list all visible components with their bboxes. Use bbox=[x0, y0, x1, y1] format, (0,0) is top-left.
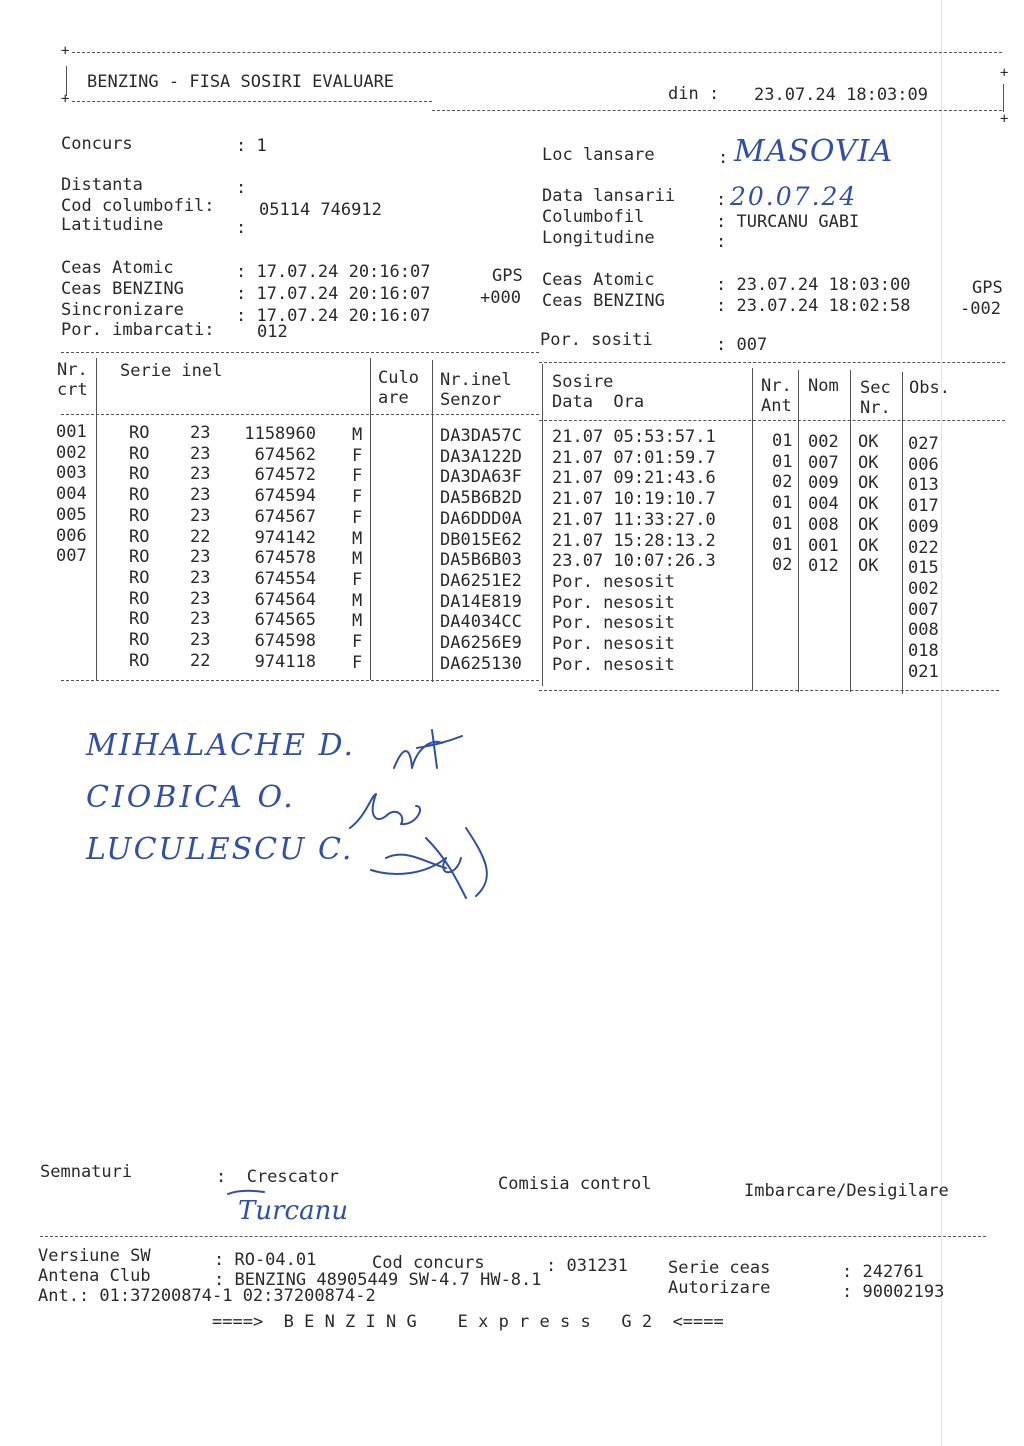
cell-nr-inel: 1158960 bbox=[244, 424, 316, 444]
latitudine-value: : bbox=[236, 218, 247, 238]
corner-mark: + bbox=[1000, 111, 1009, 127]
cell-senzor: DA5B6B2D bbox=[440, 488, 522, 509]
cell-sosire: Por. nesosit bbox=[552, 571, 675, 592]
cell-obs: 022 bbox=[908, 537, 939, 558]
cod-concurs-label: Cod concurs bbox=[372, 1253, 485, 1273]
cell-sex: F bbox=[352, 569, 363, 590]
columbofil-value: : TURCANU GABI bbox=[716, 212, 860, 232]
cell-senzor: DA14E819 bbox=[440, 591, 522, 612]
columbofil-label: Columbofil bbox=[542, 207, 645, 227]
right-clock-extra: GPS bbox=[972, 278, 1003, 298]
cell-obs: 007 bbox=[908, 599, 939, 620]
header-nr-inel-senzor: Nr.inel Senzor bbox=[440, 370, 512, 410]
right-clock-label: Ceas Atomic bbox=[542, 270, 655, 290]
cell-nr-inel: 674594 bbox=[254, 486, 316, 507]
colon: : bbox=[716, 190, 727, 210]
cell-senzor: DA6251E2 bbox=[440, 570, 522, 591]
cell-ant: 01 bbox=[772, 451, 793, 472]
right-clock-value: : 23.07.24 18:02:58 bbox=[716, 296, 911, 316]
left-clock-value: : 17.07.24 20:16:07 bbox=[236, 284, 431, 304]
left-clock-extra: +000 bbox=[480, 288, 521, 308]
distanta-value: : bbox=[236, 178, 247, 198]
longitudine-label: Longitudine bbox=[542, 228, 655, 248]
cell-an: 23 bbox=[190, 588, 211, 609]
cell-tara: RO bbox=[129, 505, 150, 526]
cell-tara: RO bbox=[129, 630, 150, 650]
cell-tara: RO bbox=[129, 609, 150, 630]
cell-an: 23 bbox=[190, 443, 211, 464]
versiune-value: : RO-04.01 bbox=[214, 1250, 317, 1270]
left-clock-value: 012 bbox=[257, 322, 288, 342]
header-sosire: Sosire Data Ora bbox=[552, 372, 645, 412]
right-clock-value: : 23.07.24 18:03:00 bbox=[716, 275, 911, 295]
cell-nr-inel: 674572 bbox=[254, 465, 316, 486]
cell-senzor: DA4034CC bbox=[440, 612, 522, 633]
document-title: BENZING - FISA SOSIRI EVALUARE bbox=[87, 72, 395, 92]
cell-nom: 001 bbox=[808, 535, 839, 556]
cell-an: 23 bbox=[190, 423, 211, 443]
cell-obs: 015 bbox=[908, 558, 939, 579]
cell-obs: 008 bbox=[908, 620, 939, 641]
header-nr-crt: Nr. crt bbox=[57, 360, 88, 400]
cell-tara: RO bbox=[129, 526, 150, 547]
header-culoare: Culo are bbox=[378, 368, 419, 408]
signature-mark bbox=[226, 1186, 266, 1216]
loc-lansare-label: Loc lansare bbox=[542, 145, 655, 165]
longitudine-value: : bbox=[716, 232, 727, 252]
page-fold-line bbox=[941, 0, 942, 1446]
header-right-rule bbox=[1003, 84, 1004, 112]
cell-nr-crt: 003 bbox=[56, 463, 87, 484]
concurs-label: Concurs bbox=[61, 134, 133, 154]
right-clock-value: : 007 bbox=[716, 335, 768, 355]
cell-senzor: DA625130 bbox=[440, 653, 522, 674]
cell-nom: 004 bbox=[808, 494, 839, 515]
cell-nr-inel: 674598 bbox=[254, 631, 316, 651]
corner-mark: + bbox=[61, 43, 70, 59]
cell-obs: 009 bbox=[908, 516, 939, 537]
cell-nom: 007 bbox=[808, 452, 839, 473]
cell-sosire: 21.07 15:28:13.2 bbox=[552, 530, 716, 551]
col-rule bbox=[542, 364, 543, 686]
col-rule bbox=[850, 370, 851, 692]
versiune-label: Versiune SW bbox=[38, 1246, 151, 1266]
brand-line: ====> B E N Z I N G E x p r e s s G 2 <==== bbox=[212, 1312, 724, 1332]
cell-nr-crt: 002 bbox=[56, 442, 87, 463]
right-clock-label: Por. sositi bbox=[540, 330, 653, 350]
cell-sex: F bbox=[352, 445, 363, 466]
cell-senzor: DA3DA57C bbox=[440, 426, 522, 446]
concurs-value: : 1 bbox=[236, 136, 267, 156]
distanta-label: Distanta bbox=[61, 175, 143, 195]
left-clock-value: : 17.07.24 20:16:07 bbox=[236, 262, 431, 282]
cell-nom: 009 bbox=[808, 473, 839, 494]
cell-sex: M bbox=[352, 549, 363, 570]
serie-ceas-label: Serie ceas bbox=[668, 1258, 771, 1278]
corner-mark: + bbox=[61, 91, 70, 107]
left-clock-extra: GPS bbox=[492, 266, 523, 286]
cell-sec: OK bbox=[858, 556, 879, 577]
loc-lansare-handwritten: MASOVIA bbox=[734, 134, 894, 169]
cell-tara: RO bbox=[129, 443, 150, 464]
cell-an: 23 bbox=[190, 630, 211, 650]
cell-tara: RO bbox=[129, 567, 150, 588]
left-clock-value: : 17.07.24 20:16:07 bbox=[236, 306, 431, 326]
cod-concurs-value: : 031231 bbox=[546, 1256, 628, 1276]
cell-nr-inel: 674565 bbox=[254, 610, 316, 631]
header-obs: Obs. bbox=[909, 378, 950, 398]
header-nr-ant: Nr. Ant bbox=[761, 376, 792, 416]
cell-tara: RO bbox=[129, 464, 150, 485]
table-bottom-rule-left bbox=[61, 680, 539, 681]
cell-ant: 01 bbox=[772, 534, 793, 555]
crescator-label: : Crescator bbox=[216, 1167, 339, 1187]
autorizare-label: Autorizare bbox=[668, 1278, 771, 1298]
cell-sosire: Por. nesosit bbox=[552, 654, 675, 675]
cell-sex: F bbox=[352, 487, 363, 508]
cell-nr-crt: 005 bbox=[56, 504, 87, 525]
cell-sosire: 21.07 07:01:59.7 bbox=[552, 447, 716, 468]
colon: : bbox=[718, 148, 729, 168]
autorizare-value: : 90002193 bbox=[842, 1282, 945, 1302]
cell-tara: RO bbox=[129, 547, 150, 568]
col-rule bbox=[752, 368, 753, 690]
cell-nom: 008 bbox=[808, 514, 839, 535]
cell-sosire: Por. nesosit bbox=[552, 592, 675, 613]
cell-tara: RO bbox=[129, 588, 150, 609]
col-rule bbox=[902, 372, 903, 694]
handwritten-name: MIHALACHE D. bbox=[86, 728, 356, 763]
cell-sosire: Por. nesosit bbox=[552, 613, 675, 634]
header-bottom-rule-right bbox=[432, 110, 1002, 111]
cell-tara: RO bbox=[129, 423, 150, 443]
cell-obs: 006 bbox=[908, 454, 939, 475]
cell-nr-inel: 674578 bbox=[254, 548, 316, 569]
handwritten-name: CIOBICA O. bbox=[86, 780, 296, 815]
cell-ant: 01 bbox=[772, 513, 793, 534]
cell-sex: M bbox=[352, 425, 363, 445]
header-top-rule bbox=[72, 52, 1002, 53]
corner-mark: + bbox=[1000, 65, 1009, 81]
cod-columbofil-label: Cod columbofil: bbox=[61, 196, 215, 216]
cell-sosire: 21.07 05:53:57.1 bbox=[552, 427, 716, 447]
cell-obs: 021 bbox=[908, 661, 939, 682]
semnaturi-label: Semnaturi bbox=[40, 1162, 133, 1182]
right-clock-label: Ceas BENZING bbox=[542, 291, 665, 311]
cell-an: 23 bbox=[190, 547, 211, 568]
signature-mark bbox=[392, 728, 472, 788]
cell-tara: RO bbox=[129, 485, 150, 506]
cell-an: 23 bbox=[190, 464, 211, 485]
cell-sec: OK bbox=[858, 535, 879, 556]
cell-nr-crt: 006 bbox=[56, 525, 87, 546]
cell-an: 23 bbox=[190, 505, 211, 526]
antenna-serials: Ant.: 01:37200874-1 02:37200874-2 bbox=[38, 1286, 376, 1306]
cell-nr-inel: 674564 bbox=[254, 589, 316, 610]
header-bottom-rule-left bbox=[72, 101, 432, 102]
cell-ant: 02 bbox=[772, 555, 793, 576]
header-serie-inel: Serie inel bbox=[120, 361, 223, 381]
cell-sex: F bbox=[352, 466, 363, 487]
cell-obs: 017 bbox=[908, 496, 939, 517]
cell-nr-crt: 004 bbox=[56, 484, 87, 505]
cell-sex: F bbox=[352, 632, 363, 652]
cell-nom: 012 bbox=[808, 556, 839, 577]
signature-mark bbox=[366, 818, 506, 908]
cell-sosire: 23.07 10:07:26.3 bbox=[552, 551, 716, 572]
col-rule bbox=[798, 370, 799, 692]
cell-senzor: DA6DDD0A bbox=[440, 508, 522, 529]
antena-label: Antena Club bbox=[38, 1266, 151, 1286]
cell-sosire: Por. nesosit bbox=[552, 634, 675, 654]
left-clock-label: Por. imbarcati: bbox=[61, 320, 215, 340]
cod-columbofil-value: 05114 746912 bbox=[259, 200, 382, 220]
cell-sex: F bbox=[352, 652, 363, 673]
cell-senzor: DB015E62 bbox=[440, 529, 522, 550]
cell-sex: M bbox=[352, 611, 363, 632]
left-clock-label: Sincronizare bbox=[61, 300, 184, 320]
comisia-label: Comisia control bbox=[498, 1174, 652, 1194]
cell-ant: 01 bbox=[772, 493, 793, 514]
cell-ant: 02 bbox=[772, 472, 793, 493]
col-rule bbox=[370, 358, 371, 680]
cell-senzor: DA3DA63F bbox=[440, 467, 522, 488]
cell-nr-inel: 674554 bbox=[254, 568, 316, 589]
handwritten-name: LUCULESCU C. bbox=[86, 832, 354, 867]
cell-sex: M bbox=[352, 528, 363, 549]
cell-nr-inel: 974142 bbox=[254, 527, 316, 548]
cell-obs: 027 bbox=[908, 434, 939, 454]
table-bottom-rule-right bbox=[539, 690, 999, 691]
cell-an: 23 bbox=[190, 485, 211, 506]
cell-senzor: DA6256E9 bbox=[440, 633, 522, 653]
cell-nr-inel: 674562 bbox=[254, 444, 316, 465]
table-header-rule-right bbox=[539, 420, 1005, 421]
cell-sec: OK bbox=[858, 432, 879, 452]
cell-obs: 002 bbox=[908, 578, 939, 599]
left-clock-label: Ceas BENZING bbox=[61, 279, 184, 299]
cell-an: 22 bbox=[190, 650, 211, 671]
date-label: din : bbox=[668, 84, 720, 104]
latitudine-label: Latitudine bbox=[61, 215, 164, 235]
header-nom: Nom bbox=[808, 376, 839, 396]
header-sec-nr: Sec Nr. bbox=[860, 378, 891, 418]
cell-obs: 013 bbox=[908, 475, 939, 496]
cell-sex: M bbox=[352, 590, 363, 611]
table-header-rule-left bbox=[61, 414, 539, 415]
cell-sosire: 21.07 10:19:10.7 bbox=[552, 489, 716, 510]
cell-sec: OK bbox=[858, 452, 879, 473]
cell-sosire: 21.07 09:21:43.6 bbox=[552, 468, 716, 489]
cell-ant: 01 bbox=[772, 431, 793, 451]
cell-tara: RO bbox=[129, 650, 150, 671]
cell-nr-crt: 007 bbox=[56, 546, 87, 567]
imbarcare-label: Imbarcare/Desigilare bbox=[744, 1181, 949, 1201]
col-rule bbox=[96, 358, 97, 680]
cell-an: 23 bbox=[190, 567, 211, 588]
cell-an: 23 bbox=[190, 609, 211, 630]
cell-sec: OK bbox=[858, 473, 879, 494]
cell-nom: 002 bbox=[808, 432, 839, 452]
data-lansarii-handwritten: 20.07.24 bbox=[730, 182, 858, 211]
table-top-rule-right bbox=[539, 362, 1005, 363]
antena-value: : BENZING 48905449 SW-4.7 HW-8.1 bbox=[214, 1270, 542, 1290]
cell-senzor: DA3A122D bbox=[440, 446, 522, 467]
document-date: 23.07.24 18:03:09 bbox=[754, 85, 928, 105]
cell-nr-inel: 974118 bbox=[254, 651, 316, 672]
cell-nr-crt: 001 bbox=[56, 422, 87, 442]
crescator-signature: Turcanu bbox=[238, 1196, 349, 1226]
cell-senzor: DA5B6B03 bbox=[440, 550, 522, 571]
left-clock-label: Ceas Atomic bbox=[61, 258, 174, 278]
serie-ceas-value: : 242761 bbox=[842, 1262, 924, 1282]
footer-rule bbox=[40, 1236, 986, 1237]
data-lansarii-label: Data lansarii bbox=[542, 186, 676, 206]
table-top-rule-left bbox=[61, 352, 539, 353]
col-rule bbox=[432, 360, 433, 682]
cell-sosire: 21.07 11:33:27.0 bbox=[552, 509, 716, 530]
cell-nr-inel: 674567 bbox=[254, 506, 316, 527]
right-clock-extra: -002 bbox=[960, 299, 1001, 319]
cell-sex: F bbox=[352, 507, 363, 528]
cell-obs: 018 bbox=[908, 641, 939, 661]
cell-sec: OK bbox=[858, 514, 879, 535]
cell-sec: OK bbox=[858, 494, 879, 515]
cell-an: 22 bbox=[190, 526, 211, 547]
